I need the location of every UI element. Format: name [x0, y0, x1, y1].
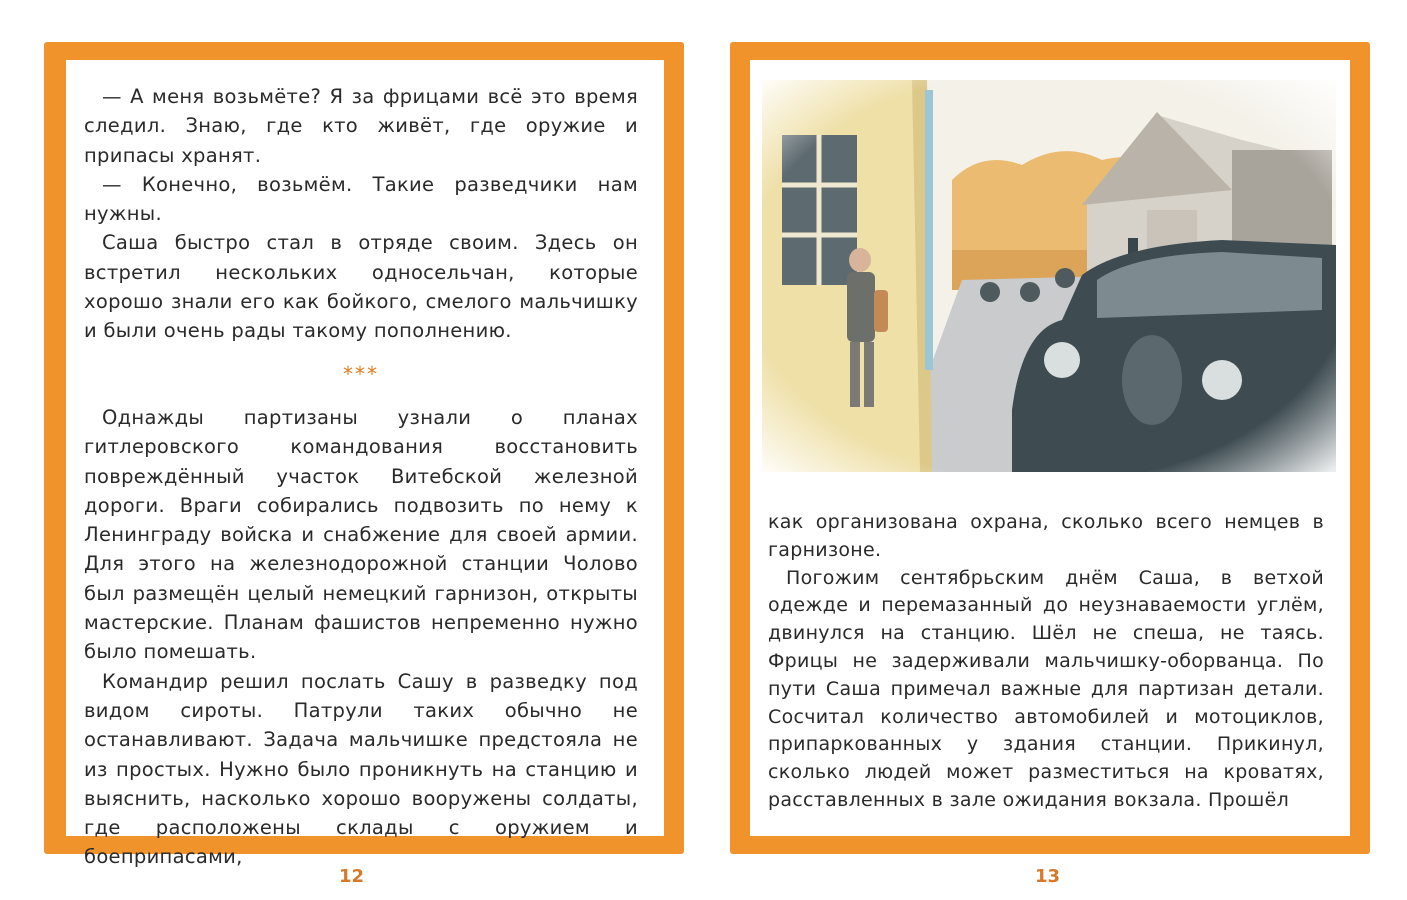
- left-text-top: [84, 82, 638, 346]
- watercolor-illustration: [762, 80, 1336, 472]
- paragraph: Погожим сентябрьским днём Саша, в ветхой одежде и перемазанный до неузнаваемости углём, двинулся на станцию. Шёл не спеша, не таясь. Фрицы не задерживали мальчишку-оборванца. По пути Саша примечал важные для партизан детали. Сосчитал количество автомобилей и мотоциклов, припаркованных у здания станции. Прикинул, сколько людей может разместиться на кроватях, расставленных в зале ожидания вокзала. Прошёл: [768, 566, 1324, 811]
- paragraph: Командир решил послать Сашу в разведку под видом сироты. Патрули таких обычно не останавливают. Задача мальчишке предстояла не из простых. Нужно было проникнуть на станцию и выяснить, насколько хорошо вооружены солдаты, где расположены склады с оружием и боеприпасами,: [84, 669, 638, 869]
- page-number-left: 12: [339, 866, 365, 887]
- vignette: [762, 80, 1336, 472]
- paragraph: — А меня возьмёте? Я за фрицами всё это время следил. Знаю, где кто живёт, где оружие и припасы хранят.: [84, 85, 638, 167]
- paragraph: Однажды партизаны узнали о планах гитлеровского командования восстановить повреждённый участок Витебской железной дороги. Враги собирались подвозить по нему к Ленинграду войска и снабжение для своей армии. Для этого на железнодорожной станции Чолово был размещён целый немецкий гарнизон, открыты мастерские. Планам фашистов непременно нужно было помешать.: [84, 406, 638, 664]
- paragraph: — Конечно, возьмём. Такие разведчики нам нужны.: [84, 172, 638, 226]
- paragraph: Саша быстро стал в отряде своим. Здесь он встретил нескольких односельчан, которые хорошо знали его как бойкого, смелого мальчишку и были очень рады такому пополнению.: [84, 231, 638, 343]
- right-text: [768, 509, 1324, 815]
- section-separator: ***: [343, 362, 379, 386]
- left-text-bottom: [84, 403, 638, 872]
- paragraph: как организована охрана, сколько всего немцев в гарнизоне.: [768, 511, 1324, 561]
- illustration-svg: [762, 80, 1336, 472]
- page-number-right: 13: [1035, 866, 1061, 887]
